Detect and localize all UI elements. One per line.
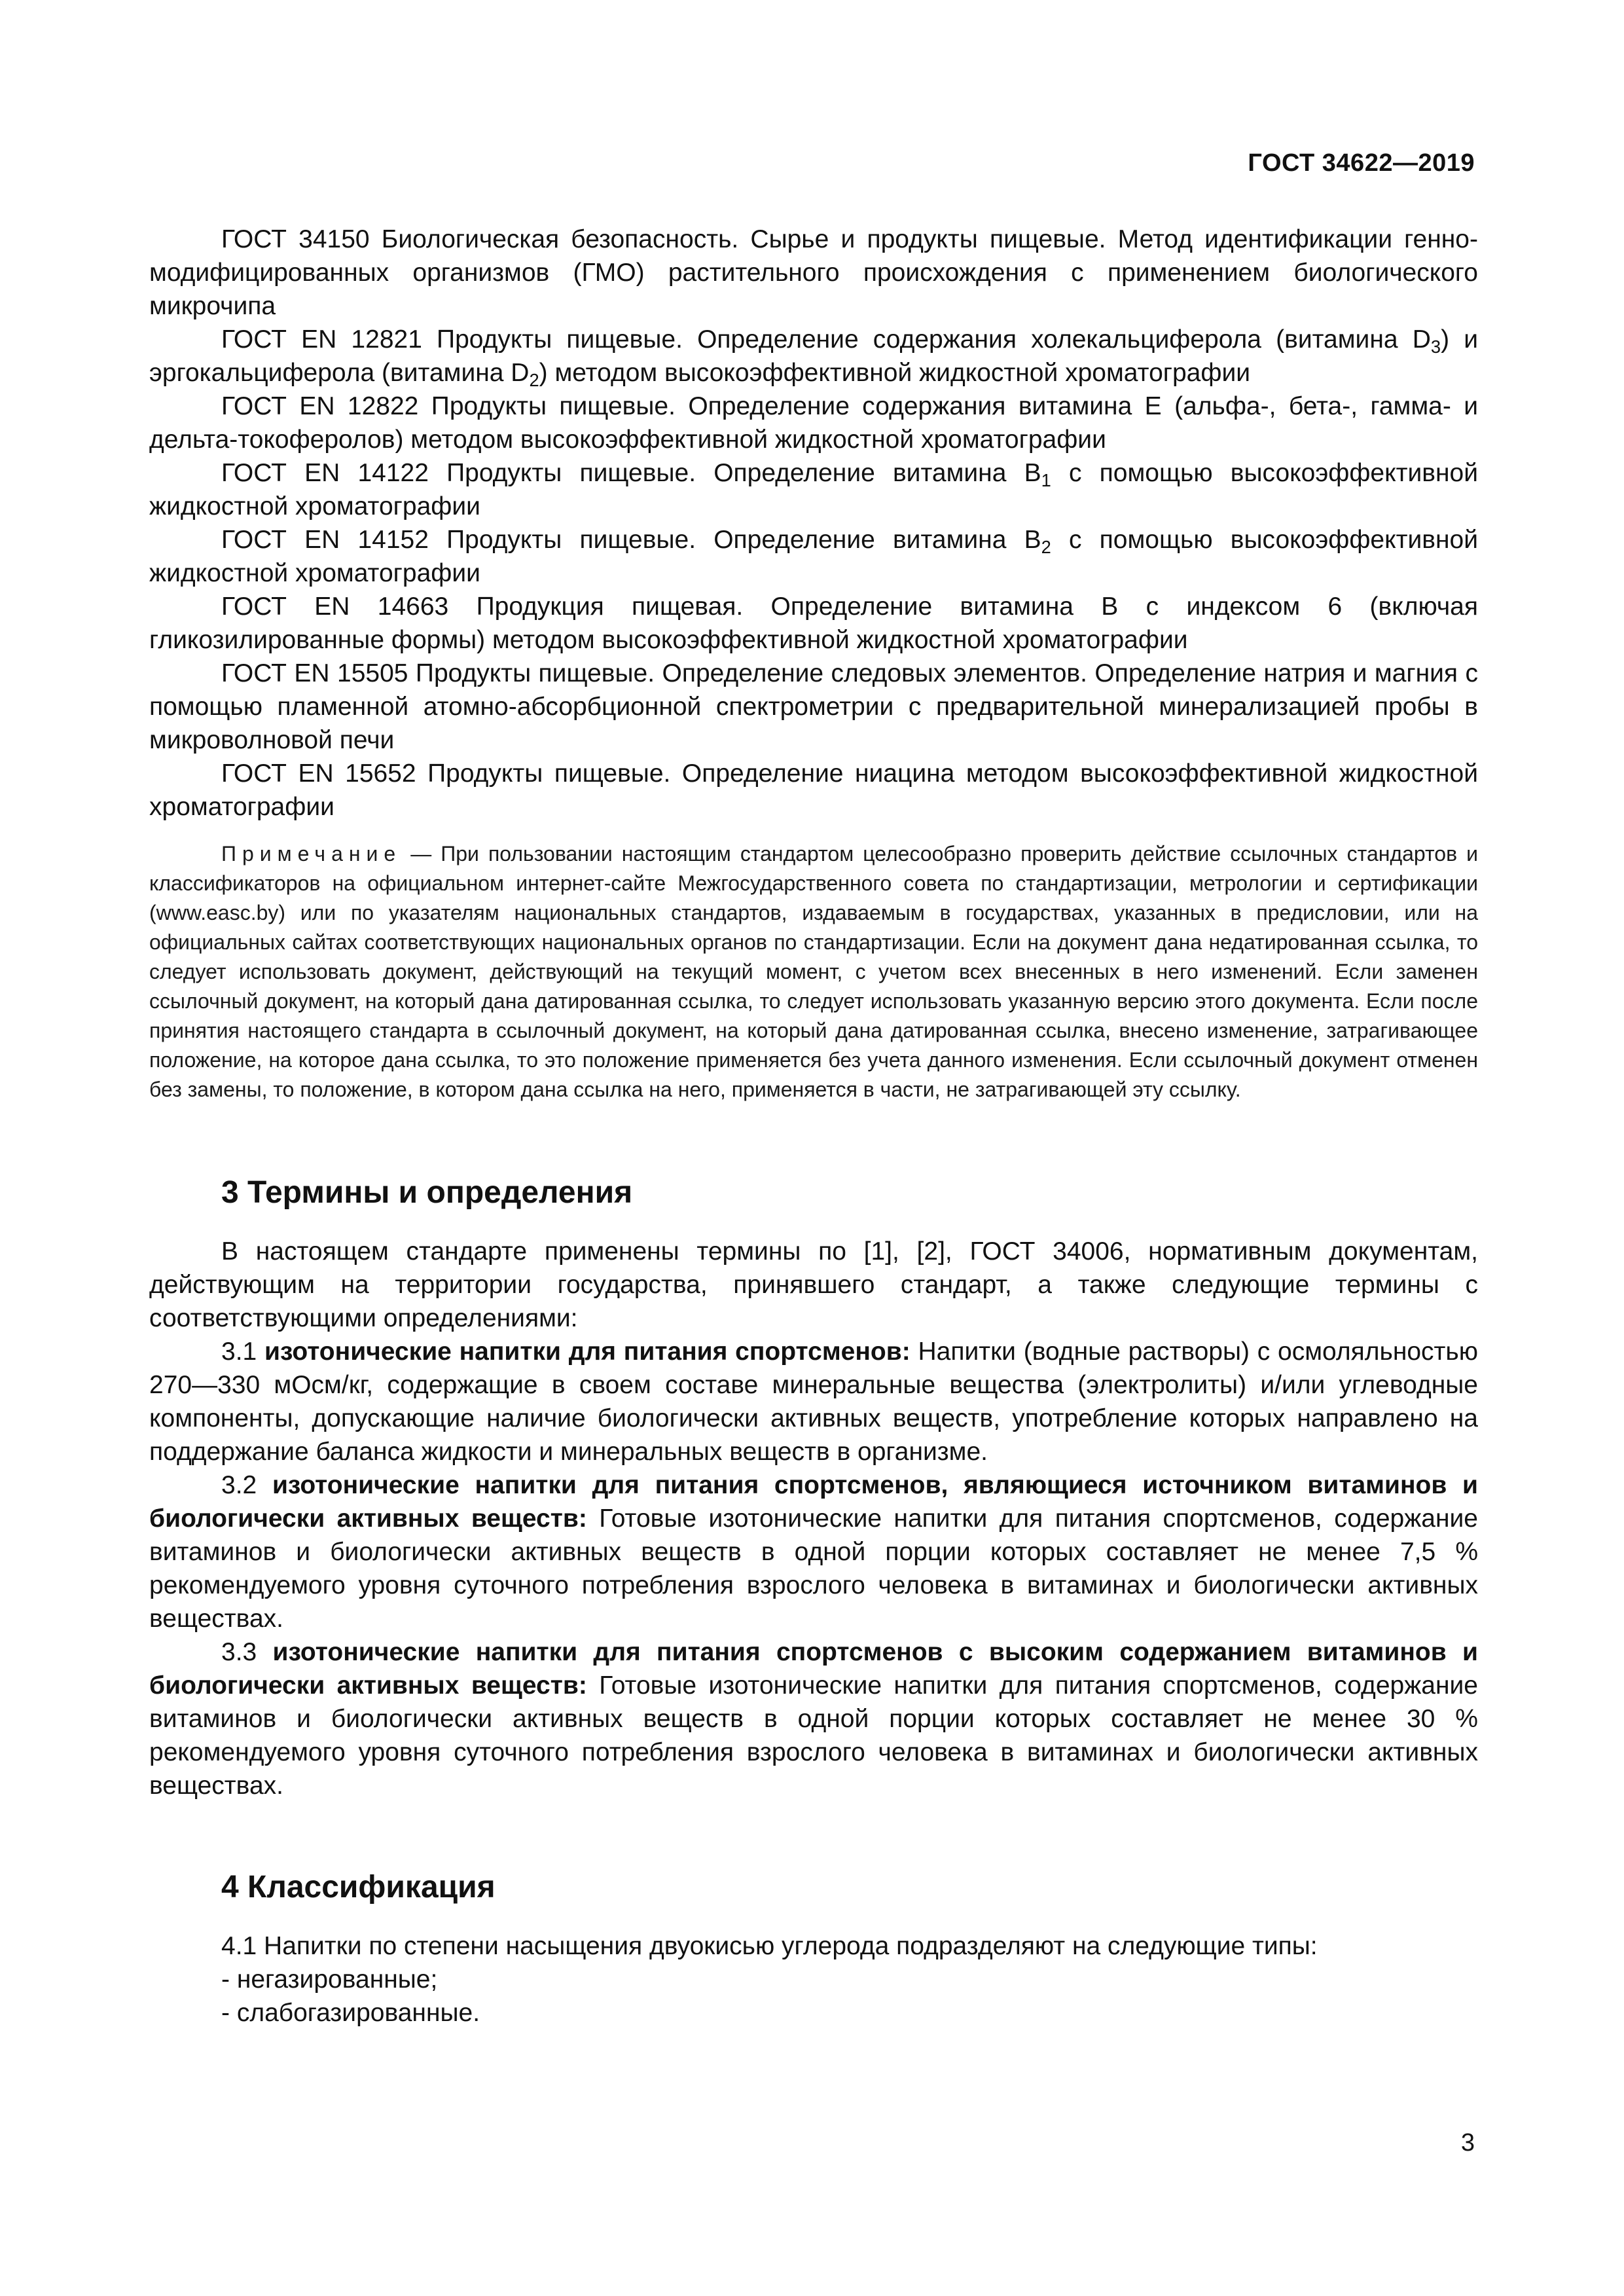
reference-code: ГОСТ EN 14122 — [221, 459, 429, 487]
reference-title-part: ) методом высокоэффективной жидкостной хроматографии — [539, 359, 1251, 387]
note-text: — При пользовании настоящим стандартом целесообразно проверить действие ссылочных стандартов и классификаторов на официальном интернет-сайте Межгосударственного совета по стандартизации, метрологии и сертификации (www.easc.by) или по указателям национальных стандартов, издаваемым в государствах, указанных в предисловии, или на официальных сайтах соответствующих национальных органов по стандартизации. Если на документ дана недатированная ссылка, то следует использовать документ, действующий на текущий момент, с учетом всех внесенных в него изменений. Если заменен ссылочный документ, на который дана датированная ссылка, то следует использовать указанную версию этого документа. Если после принятия настоящего стандарта в ссылочный документ, на который дана датированная ссылка, внесено изменение, затрагивающее положение, на которое дана ссылка, то это положение применяется без учета данного изменения. Если ссылочный документ отменен без замены, то положение, в котором дана ссылка на него, применяется в части, не затрагивающей эту ссылку. — [149, 842, 1478, 1101]
reference-item — [149, 657, 1478, 757]
reference-title: Продукты пищевые. Определение содержания витамина Е (альфа-, бета-, гамма- и дельта-токоферолов) методом высокоэффективной жидкостной хроматографии — [149, 392, 1478, 454]
term-definition — [149, 1468, 1478, 1635]
term-name: изотонические напитки для питания спортсменов: — [264, 1338, 911, 1366]
clause-4-1: 4.1 Напитки по степени насыщения двуокисью углерода подразделяют на следующие типы: — [221, 1932, 1318, 1960]
reference-item — [149, 323, 1478, 390]
term-number: 3.2 — [221, 1471, 257, 1499]
reference-item — [149, 523, 1478, 590]
list-item: - слабогазированные. — [221, 1999, 480, 2027]
term-definition — [149, 1635, 1478, 1802]
reference-title-part: с помощью высокоэффективной жидкостной хроматографии — [149, 459, 1479, 520]
term-number: 3.1 — [221, 1338, 257, 1366]
note-label: Примечание — [221, 842, 402, 866]
reference-code: ГОСТ EN 15652 — [221, 759, 416, 788]
note-paragraph — [149, 839, 1478, 1104]
term-text: Готовые изотонические напитки для питания спортсменов, содержание витаминов и биологически активных веществ в одной порции которых составляет не менее 7,5 % рекомендуемого уровня суточного потребления взрослого человека в витаминах и биологически активных веществах. — [149, 1504, 1478, 1633]
doc-header-code: ГОСТ 34622—2019 — [1248, 149, 1475, 177]
section-heading-classification: 4 Классификация — [221, 1870, 496, 1904]
subscript: 1 — [1041, 470, 1051, 490]
term-number: 3.3 — [221, 1638, 257, 1666]
reference-title-part: Продукты пищевые. Определение содержания холекальциферола (витамина D — [437, 325, 1431, 354]
reference-title: Биологическая безопасность. Сырье и продукты пищевые. Метод идентификации генно-модифицированных организмов (ГМО) растительного происхождения с применением биологического микрочипа — [149, 225, 1478, 320]
section-intro: В настоящем стандарте применены термины по [1], [2], ГОСТ 34006, нормативным документам, действующим на территории государства, принявшего стандарт, а также следующие термины с соответствующими определениями: — [149, 1237, 1478, 1332]
section-heading-terms: 3 Термины и определения — [221, 1175, 633, 1210]
reference-title: Продукция пищевая. Определение витамина B с индексом 6 (включая гликозилированные формы) методом высокоэффективной жидкостной хроматографии — [149, 592, 1478, 654]
reference-title-part: с помощью высокоэффективной жидкостной хроматографии — [149, 526, 1479, 587]
reference-item — [149, 390, 1478, 456]
reference-item — [149, 590, 1478, 657]
reference-item — [149, 757, 1478, 824]
reference-code: ГОСТ EN 14663 — [221, 592, 449, 621]
page-number: 3 — [1460, 2129, 1475, 2157]
reference-code: ГОСТ EN 14152 — [221, 526, 429, 554]
reference-code: ГОСТ EN 12821 — [221, 325, 422, 354]
reference-code: ГОСТ EN 12822 — [221, 392, 419, 420]
reference-title-part: Продукты пищевые. Определение витамина B — [446, 459, 1041, 487]
term-name: изотонические напитки для питания спортсменов, являющиеся источником витаминов и биологически активных веществ: — [149, 1471, 1478, 1533]
reference-item — [149, 456, 1478, 523]
subscript: 2 — [529, 370, 539, 390]
reference-title: Продукты пищевые. Определение следовых элементов. Определение натрия и магния с помощью пламенной атомно-абсорбционной спектрометрии с предварительной минерализацией пробы в микроволновой печи — [149, 659, 1478, 754]
reference-title-part: ) и эргокальциферола (витамина D — [149, 325, 1478, 387]
subscript: 3 — [1430, 337, 1441, 357]
reference-item — [149, 223, 1478, 323]
term-name: изотонические напитки для питания спортсменов с высоким содержанием витаминов и биологически активных веществ: — [149, 1638, 1478, 1700]
page-content — [149, 223, 1478, 2030]
reference-code: ГОСТ EN 15505 — [221, 659, 408, 687]
term-text: Напитки (водные растворы) с осмоляльностью 270—330 мОсм/кг, содержащие в своем составе минеральные вещества (электролиты) и/или углеводные компоненты, допускающие наличие биологически активных веществ, употребление которых направлено на поддержание баланса жидкости и минеральных веществ в организме. — [149, 1338, 1478, 1466]
subscript: 2 — [1041, 537, 1051, 557]
term-definition — [149, 1335, 1478, 1468]
reference-title-part: Продукты пищевые. Определение витамина B — [446, 526, 1041, 554]
term-text: Готовые изотонические напитки для питания спортсменов, содержание витаминов и биологически активных веществ в одной порции которых составляет не менее 30 % рекомендуемого уровня суточного потребления взрослого человека в витаминах и биологически активных веществах. — [149, 1671, 1478, 1800]
reference-code: ГОСТ 34150 — [221, 225, 370, 253]
reference-title: Продукты пищевые. Определение ниацина методом высокоэффективной жидкостной хроматографии — [149, 759, 1478, 821]
list-item: - негазированные; — [221, 1965, 438, 1994]
